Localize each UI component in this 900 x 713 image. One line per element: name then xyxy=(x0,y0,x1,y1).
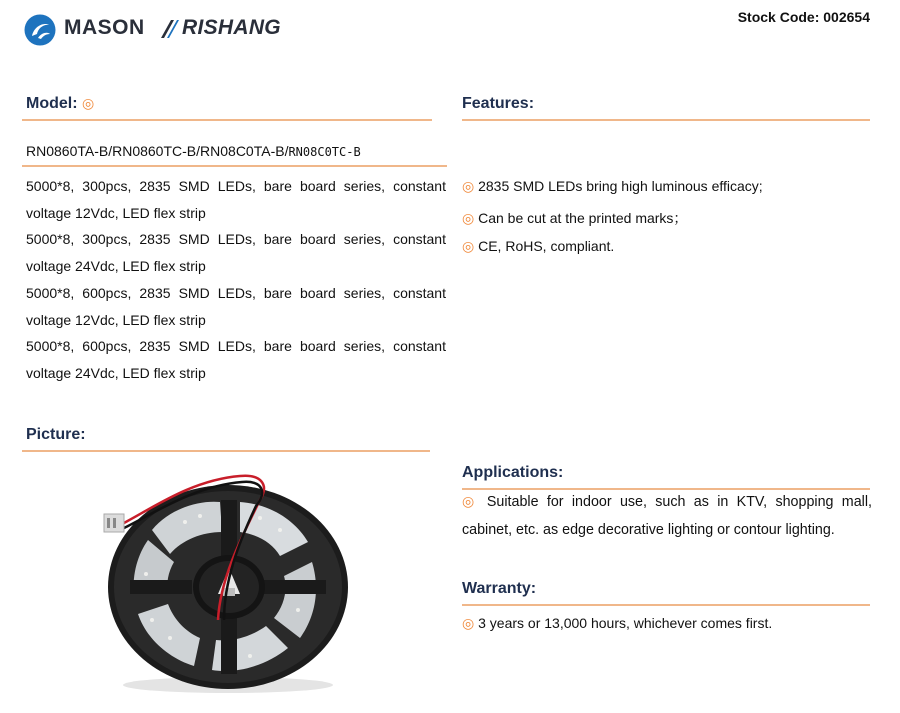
model-number-tail: RN08C0TC-B xyxy=(288,145,361,159)
brand-name-rishang: RISHANG xyxy=(182,16,281,39)
applications-body: Suitable for indoor use, such as in KTV, shopping mall, cabinet, etc. as edge decorative lighting or contour lighting. xyxy=(462,494,872,538)
feature-mark-icon: ◎ xyxy=(462,210,475,226)
warranty-item xyxy=(462,615,772,632)
applications-text xyxy=(462,487,872,544)
feature-text: Can be cut at the printed marks； xyxy=(478,210,688,226)
picture-divider xyxy=(22,450,430,452)
model-description: 5000*8, 300pcs, 2835 SMD LEDs, bare board series, constant voltage 24Vdc, LED flex strip xyxy=(26,231,446,275)
feature-item xyxy=(462,178,882,195)
led-strip-reel-image xyxy=(90,470,370,695)
model-description: 5000*8, 600pcs, 2835 SMD LEDs, bare board series, constant voltage 24Vdc, LED flex strip xyxy=(26,338,446,381)
model-description: 5000*8, 300pcs, 2835 SMD LEDs, bare board series, constant voltage 12Vdc, LED flex strip xyxy=(26,178,446,221)
feature-item xyxy=(462,238,882,255)
feature-text: CE, RoHS, compliant. xyxy=(478,238,615,254)
feature-text: 2835 SMD LEDs bring high luminous efficacy; xyxy=(478,178,763,194)
model-heading-label: Model: xyxy=(26,95,78,112)
model-description: 5000*8, 600pcs, 2835 SMD LEDs, bare board series, constant voltage 12Vdc, LED flex strip xyxy=(26,284,446,328)
picture-heading: Picture: xyxy=(26,426,86,443)
warranty-divider xyxy=(462,604,870,606)
applications-heading: Applications: xyxy=(462,464,564,481)
warranty-heading: Warranty: xyxy=(462,580,537,597)
features-divider xyxy=(462,119,870,121)
model-heading xyxy=(26,95,94,113)
applications-mark-icon: ◎ xyxy=(462,493,479,509)
stock-code: Stock Code: 002654 xyxy=(737,9,870,25)
model-descriptions xyxy=(26,173,446,387)
model-divider xyxy=(22,119,432,121)
brand-name-mason: MASON xyxy=(64,16,145,39)
warranty-body: 3 years or 13,000 hours, whichever comes first. xyxy=(478,615,773,631)
feature-mark-icon: ◎ xyxy=(462,178,475,194)
model-number-line xyxy=(26,143,361,159)
feature-item xyxy=(462,208,882,228)
warranty-mark-icon: ◎ xyxy=(462,615,475,631)
brand-slash-icon xyxy=(157,18,181,40)
model-heading-mark-icon: ◎ xyxy=(82,95,95,111)
brand-logo-icon xyxy=(24,14,56,46)
features-heading: Features: xyxy=(462,95,535,112)
model-number-divider xyxy=(22,165,447,167)
model-number-main: RN0860TA-B/RN0860TC-B/RN08C0TA-B/ xyxy=(26,143,289,159)
feature-mark-icon: ◎ xyxy=(462,238,475,254)
